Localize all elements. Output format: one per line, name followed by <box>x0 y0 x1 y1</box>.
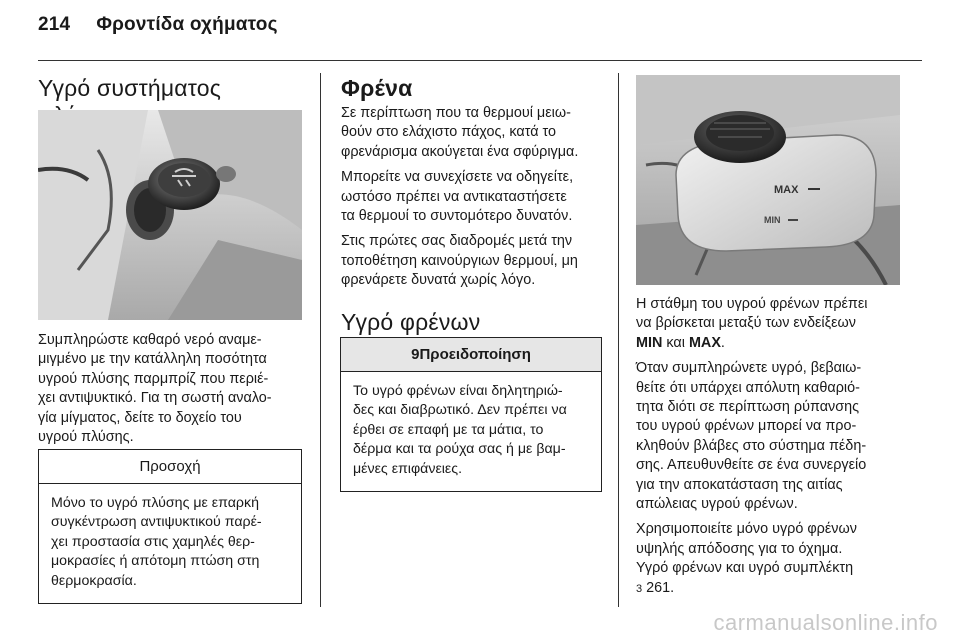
washer-fluid-paragraph <box>38 331 308 447</box>
brakes-line: τοποθέτηση καινούργιων θερμουί, μη <box>341 252 578 269</box>
max-label: MAX <box>688 334 721 351</box>
caution-line: μοκρασίες ή απότομη πτώση στη <box>51 553 260 570</box>
brake-fluid-line: Όταν συμπληρώνετε υγρό, βεβαιω- <box>636 360 862 377</box>
washer-line: υγρού πλύσης. <box>38 429 134 446</box>
brakes-heading: Φρένα <box>341 75 413 101</box>
washer-line: χει αντιψυκτικό. Για τη σωστή αναλο- <box>38 390 272 407</box>
max-mark-label: MAX <box>774 184 799 196</box>
watermark: carmanualsonline.info <box>713 610 938 635</box>
brake-fluid-line: υψηλής απόδοσης για το όχημα. <box>636 540 843 557</box>
washer-line: μιγμένο με την κατάλληλη ποσότητα <box>38 351 267 368</box>
brake-fluid-line: σης. Απευθυνθείτε σε ένα συνεργείο <box>636 457 867 474</box>
caution-box <box>38 449 302 604</box>
warning-title: Προειδοποίηση <box>419 346 531 363</box>
brakes-line: τα θερμουί το συντομότερο δυνατόν. <box>341 208 573 225</box>
caution-title: Προσοχή <box>39 450 301 484</box>
middle-column <box>341 75 609 336</box>
warning-body <box>341 372 601 491</box>
washer-reservoir-illustration <box>38 110 302 320</box>
caution-line: θερμοκρασία. <box>51 572 137 589</box>
washer-line: Συμπληρώστε καθαρό νερό αναμε- <box>38 332 262 348</box>
brakes-line: Μπορείτε να συνεχίσετε να οδηγείτε, <box>341 169 574 186</box>
warning-line: Το υγρό φρένων είναι δηλητηριώ- <box>353 383 563 399</box>
brakes-paragraph-2 <box>341 168 609 226</box>
brake-fluid-line: τητα διότι σε περίπτωση ρύπανσης <box>636 399 860 416</box>
page-header <box>38 14 278 36</box>
brake-fluid-line: απώλειας υγρού φρένων. <box>636 496 798 513</box>
brake-fluid-line: Χρησιμοποιείτε μόνο υγρό φρένων <box>636 521 857 538</box>
brakes-line: Στις πρώτες σας διαδρομές μετά την <box>341 233 573 250</box>
column-divider-2 <box>618 73 619 607</box>
page-title: Φροντίδα οχήματος <box>96 14 278 35</box>
header-rule <box>38 60 922 61</box>
brake-fluid-line: του υγρού φρένων μπορεί να προ- <box>636 418 857 435</box>
caution-body <box>39 484 301 603</box>
period: . <box>720 334 725 351</box>
brakes-line: θούν στο ελάχιστο πάχος, κατά το <box>341 124 557 141</box>
brake-fluid-paragraph-2 <box>636 359 908 514</box>
brake-reservoir-illustration <box>636 75 900 285</box>
column-divider-1 <box>320 73 321 607</box>
warning-line: δέρμα και τα ρούχα σας ή με βαμ- <box>353 441 566 458</box>
page-reference-link[interactable]: 261. <box>646 579 675 596</box>
washer-line: υγρού πλύσης παρμπρίζ που περιέ- <box>38 370 269 387</box>
brake-fluid-reservoir-photo <box>636 75 900 285</box>
brake-fluid-line: να βρίσκεται μεταξύ των ενδείξεων <box>636 315 856 332</box>
warning-line: έρθει σε επαφή με τα μάτια, το <box>353 421 544 438</box>
washer-fluid-text <box>38 331 308 447</box>
warning-title-bar <box>341 338 601 372</box>
warning-line: δες και διαβρωτικό. Δεν πρέπει να <box>353 402 567 419</box>
washer-line: γία μίγματος, δείτε το δοχείο του <box>38 409 242 426</box>
brake-fluid-line: για την αποκατάσταση της αιτίας <box>636 476 843 493</box>
min-label: MIN <box>636 334 663 351</box>
brakes-line: φρενάρετε δυνατά χωρίς λόγο. <box>341 272 536 289</box>
brakes-paragraph-1 <box>341 104 609 162</box>
brakes-line: Σε περίπτωση που τα θερμουί μειω- <box>341 105 571 121</box>
warning-icon: 9 <box>411 346 420 363</box>
brake-fluid-text <box>636 295 908 599</box>
brake-fluid-line: κληθούν βλάβες στο σύστημα πέδη- <box>636 437 867 454</box>
page-number: 214 <box>38 14 71 35</box>
brake-fluid-line: Υγρό φρένων και υγρό συμπλέκτη <box>636 560 854 577</box>
caution-line: Μόνο το υγρό πλύσης με επαρκή <box>51 495 259 511</box>
caution-line: συγκέντρωση αντιψυκτικού παρέ- <box>51 514 262 531</box>
brake-fluid-heading: Υγρό φρένων <box>341 308 481 335</box>
page-reference-icon: 3 <box>636 582 643 595</box>
washer-reservoir-photo <box>38 110 302 320</box>
warning-line: μένες επιφάνειες. <box>353 460 463 477</box>
brake-fluid-line: Η στάθμη του υγρού φρένων πρέπει <box>636 296 868 312</box>
brake-fluid-line: θείτε ότι υπάρχει απόλυτη καθαριό- <box>636 379 860 396</box>
brakes-line: φρενάρισμα ακούγεται ένα σφύριγμα. <box>341 143 579 160</box>
min-mark-label: MIN <box>764 215 781 225</box>
caution-line: χει προστασία στις χαμηλές θερ- <box>51 533 255 550</box>
brakes-paragraph-3 <box>341 232 609 290</box>
warning-box <box>340 337 602 492</box>
brake-fluid-paragraph-3 <box>636 520 908 599</box>
and-word: και <box>666 334 685 351</box>
brake-fluid-paragraph-1 <box>636 295 908 353</box>
washer-fluid-heading: Υγρό συστήματος <box>38 75 222 101</box>
brakes-line: ωστόσο πρέπει να αντικαταστήσετε <box>341 188 567 205</box>
